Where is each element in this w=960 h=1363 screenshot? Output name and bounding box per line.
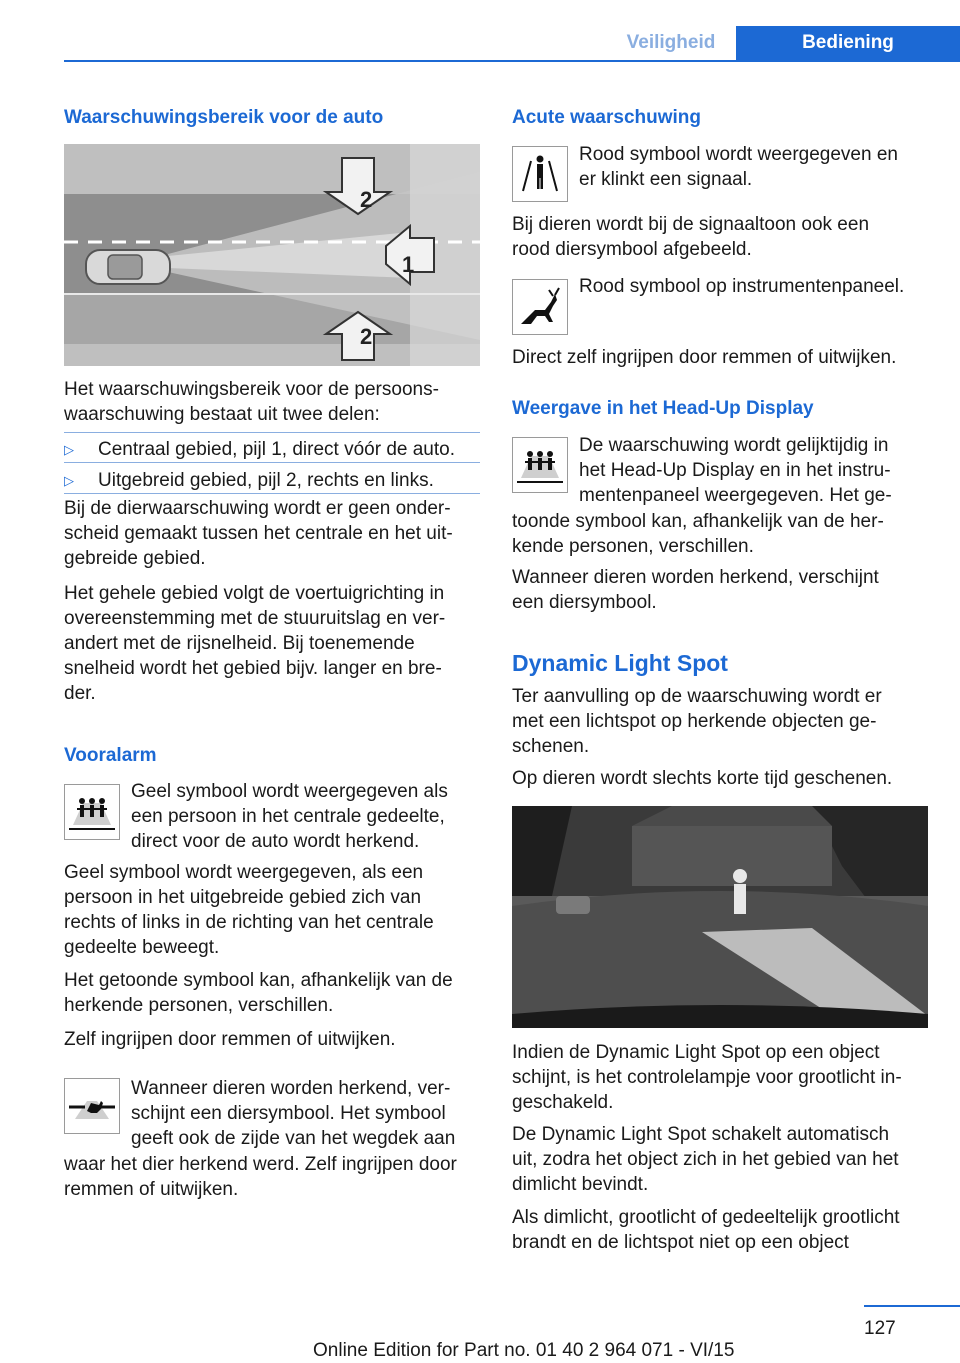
pedestrian-icon	[512, 146, 568, 202]
paragraph-yellow-symbol	[64, 860, 434, 960]
hud-tail-text	[512, 509, 884, 559]
text-line: Bij de dierwaarschuwing wordt er geen onder-	[64, 498, 451, 519]
text-line: mentenpaneel weergegeven. Het ge-	[579, 485, 892, 506]
section-heading-hud: Weergave in het Head-Up Display	[512, 398, 814, 419]
arrow-2-top-label: 2	[360, 187, 373, 212]
list-item	[64, 468, 480, 494]
pedestrian-group-icon	[64, 784, 120, 840]
tab-bediening[interactable]: Bediening	[736, 26, 960, 60]
night-road-image	[512, 806, 928, 1028]
car-icon	[86, 250, 170, 284]
text-line: Geel symbool wordt weergegeven als	[131, 781, 448, 802]
text-line: snelheid wordt het gebied bijv. langer en bre-	[64, 658, 442, 679]
text-line: schijnt, is het controlelampje voor grootlicht in-	[512, 1067, 902, 1088]
text-line: Het gehele gebied volgt de voertuigrichting in	[64, 583, 445, 604]
text-line: Als dimlicht, grootlicht of gedeeltelijk grootlicht	[512, 1207, 900, 1228]
text-line: De waarschuwing wordt gelijktijdig in	[579, 435, 889, 456]
text-line: Het waarschuwingsbereik voor de persoons-	[64, 379, 439, 400]
hud-icon-text	[579, 433, 931, 508]
text-line: direct voor de auto wordt herkend.	[131, 831, 420, 852]
paragraph-highbeam	[512, 1040, 902, 1115]
divider	[64, 462, 480, 463]
warning-area-diagram	[64, 144, 480, 366]
paragraph-direct-intervene: Direct zelf ingrijpen door remmen of uitwijken.	[512, 347, 897, 368]
text-line: Wanneer dieren worden herkend, verschijnt	[512, 567, 879, 588]
page-number: 127	[864, 1318, 896, 1339]
text-line: Indien de Dynamic Light Spot op een object	[512, 1042, 880, 1063]
bullet-triangle-icon: ▷	[64, 473, 74, 488]
text-line: brandt en de lichtspot niet op een object	[512, 1232, 849, 1253]
animal-tail-text	[64, 1152, 457, 1202]
footer-rule	[864, 1305, 960, 1307]
text-line: uit, zodra het object zich in het gebied van het	[512, 1149, 899, 1170]
text-line: herkende personen, verschillen.	[64, 995, 334, 1016]
paragraph-dls-animals: Op dieren wordt slechts korte tijd geschenen.	[512, 768, 893, 789]
text-line: persoon in het uitgebreide gebied zich van	[64, 887, 422, 908]
section-heading-pre-alarm: Vooralarm	[64, 745, 157, 766]
divider	[64, 432, 480, 433]
text-line: overeenstemming met de stuuruitslag en ver-	[64, 608, 446, 629]
text-line: scheid gemaakt tussen het centrale en het uit-	[64, 523, 453, 544]
footer-edition: Online Edition for Part no. 01 40 2 964 071 - VI/15	[313, 1340, 735, 1361]
acute-icon-text	[579, 142, 931, 192]
section-heading-warning-area: Waarschuwingsbereik voor de auto	[64, 107, 384, 128]
bullet-text: Uitgebreid gebied, pijl 2, rechts en links.	[98, 470, 434, 491]
text-line: rechts of links in de richting van het centrale	[64, 912, 434, 933]
paragraph-symbol	[64, 968, 453, 1018]
text-line: Het getoonde symbool kan, afhankelijk van de	[64, 970, 453, 991]
text-line: Ter aanvulling op de waarschuwing wordt er	[512, 686, 882, 707]
text-line: geschakeld.	[512, 1092, 614, 1113]
animal-roadside-icon	[64, 1078, 120, 1134]
text-line: een persoon in het centrale gedeelte,	[131, 806, 445, 827]
text-line: schijnt een diersymbool. Het symbool	[131, 1103, 446, 1124]
header-rule	[64, 60, 960, 62]
pre-alarm-icon-text	[131, 779, 481, 854]
text-line: schenen.	[512, 736, 590, 757]
text-line: remmen of uitwijken.	[64, 1179, 239, 1200]
text-line: andert met de rijsnelheid. Bij toenemende	[64, 633, 415, 654]
paragraph-area	[64, 581, 445, 706]
text-line: De Dynamic Light Spot schakelt automatisch	[512, 1124, 890, 1145]
text-line: er klinkt een signaal.	[579, 169, 753, 190]
text-line: een diersymbool.	[512, 592, 657, 613]
paragraph-dimlight	[512, 1205, 900, 1255]
paragraph-animals	[512, 212, 869, 262]
text-line: Geel symbool wordt weergegeven, als een	[64, 862, 424, 883]
text-line: Wanneer dieren worden herkend, ver-	[131, 1078, 451, 1099]
text-line: waarschuwing bestaat uit twee delen:	[64, 404, 380, 425]
section-heading-acute-warning: Acute waarschuwing	[512, 107, 701, 128]
text-line: gedeelte beweegt.	[64, 937, 220, 958]
text-line: het Head-Up Display en in het instru-	[579, 460, 891, 481]
tab-veiligheid[interactable]: Veiligheid	[626, 32, 716, 53]
intro-paragraph	[64, 377, 439, 427]
pedestrian-group-icon	[512, 437, 568, 493]
warning-area-figure	[64, 144, 480, 366]
paragraph-auto-off	[512, 1122, 899, 1197]
text-line: rood diersymbool afgebeeld.	[512, 239, 752, 260]
paragraph-intervene: Zelf ingrijpen door remmen of uitwijken.	[64, 1029, 396, 1050]
text-line: kende personen, verschillen.	[512, 536, 754, 557]
paragraph-hud-animals	[512, 565, 879, 615]
text-line: Rood symbool wordt weergegeven en	[579, 144, 898, 165]
text-line: met een lichtspot op herkende objecten ge-	[512, 711, 877, 732]
paragraph-dls	[512, 684, 882, 759]
deer-icon-text: Rood symbool op instrumentenpaneel.	[579, 276, 905, 297]
text-line: gebreide gebied.	[64, 548, 206, 569]
text-line: Bij dieren wordt bij de signaaltoon ook een	[512, 214, 870, 235]
text-line: geeft ook de zijde van het wegdek aan	[131, 1128, 456, 1149]
text-line: dimlicht bevindt.	[512, 1174, 649, 1195]
section-heading-dynamic-light-spot: Dynamic Light Spot	[512, 650, 728, 676]
divider	[64, 493, 480, 494]
animal-icon-text	[131, 1076, 481, 1151]
text-line: waar het dier herkend werd. Zelf ingrijpen door	[64, 1154, 457, 1175]
text-line: der.	[64, 683, 96, 704]
text-line: toonde symbool kan, afhankelijk van de her-	[512, 511, 884, 532]
bullet-text: Centraal gebied, pijl 1, direct vóór de auto.	[98, 439, 455, 460]
arrow-1-label: 1	[402, 252, 415, 277]
paragraph-animal-warning	[64, 496, 453, 571]
deer-icon	[512, 279, 568, 335]
page-header	[0, 0, 960, 62]
list-item	[64, 437, 480, 463]
arrow-2-bottom-label: 2	[360, 324, 373, 349]
bullet-triangle-icon: ▷	[64, 442, 74, 457]
